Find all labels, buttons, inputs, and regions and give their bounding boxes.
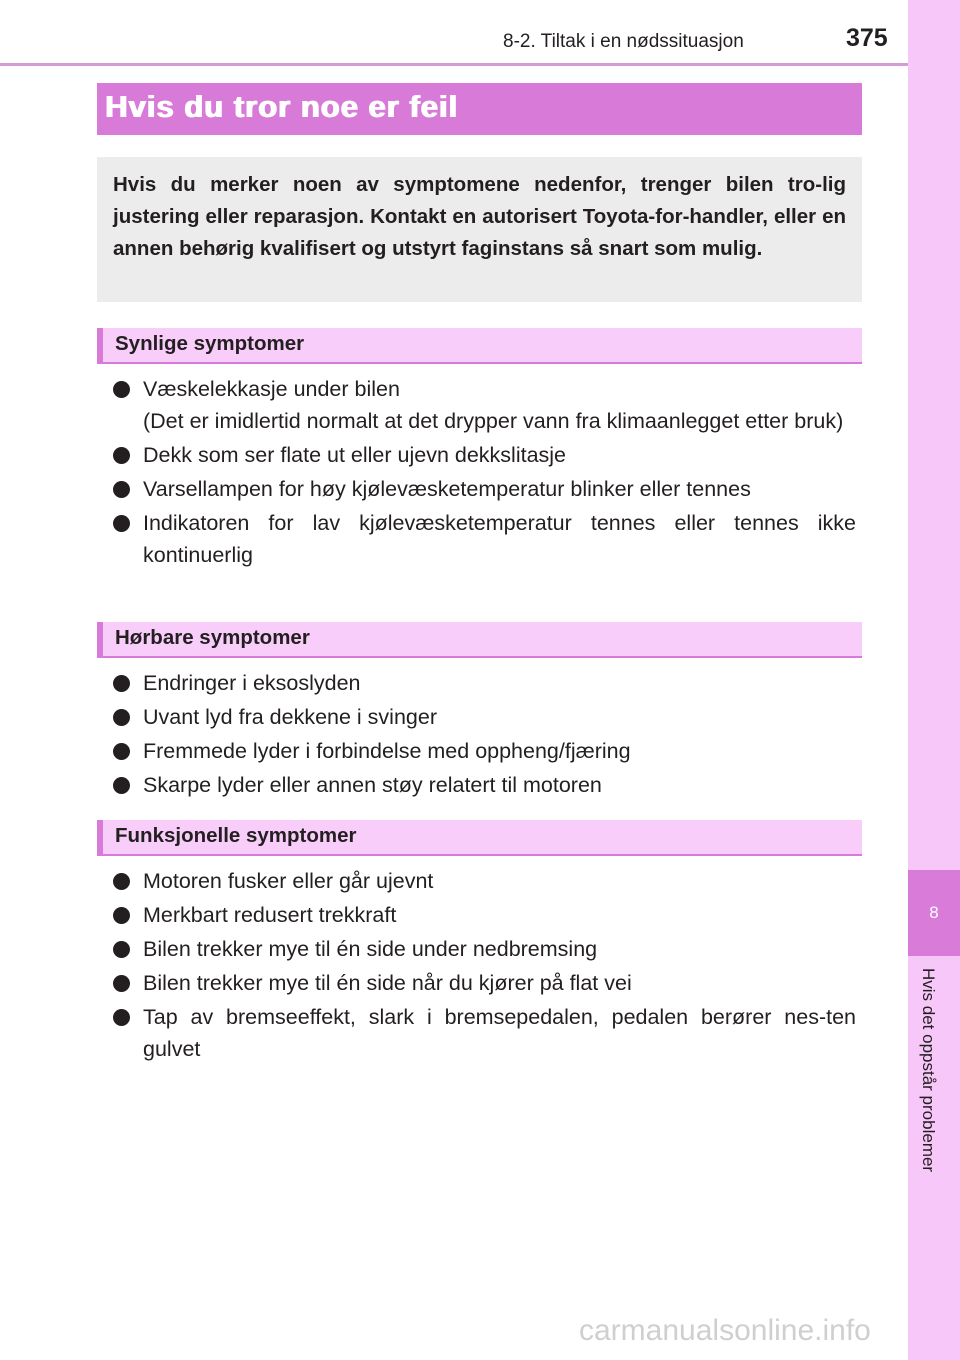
section-heading-label: Hørbare symptomer xyxy=(115,626,310,649)
list-item-note: (Det er imidlertid normalt at det drypper vann fra klimaanlegget etter bruk) xyxy=(143,409,844,433)
list-item xyxy=(113,933,856,965)
bullet-icon xyxy=(113,777,130,794)
list-item-text: Varsellampen for høy kjølevæsketemperatur blinker eller tennes xyxy=(143,477,751,501)
list-item-text: Skarpe lyder eller annen støy relatert til motoren xyxy=(143,773,602,797)
bullet-icon xyxy=(113,975,130,992)
bullet-icon xyxy=(113,675,130,692)
list-item xyxy=(113,967,856,999)
list-item xyxy=(113,507,856,571)
list-item xyxy=(113,439,856,471)
symptom-list-audible xyxy=(113,667,856,803)
bullet-icon xyxy=(113,481,130,498)
symptom-list-functional xyxy=(113,865,856,1067)
section-heading-visible xyxy=(97,328,862,364)
bullet-icon xyxy=(113,709,130,726)
section-heading-functional xyxy=(97,820,862,856)
list-item xyxy=(113,667,856,699)
list-item-text: Fremmede lyder i forbindelse med oppheng/fjæring xyxy=(143,739,631,763)
intro-text: Hvis du merker noen av symptomene nedenfor, trenger bilen tro-lig justering eller reparasjon. Kontakt en autorisert Toyota-for-handler, eller en annen behørig kvalifisert og utstyrt faginstans så snart som mulig. xyxy=(113,173,846,260)
list-item-text: Bilen trekker mye til én side når du kjører på flat vei xyxy=(143,971,632,995)
watermark: carmanualsonline.info xyxy=(579,1314,871,1347)
list-item-text: Tap av bremseeffekt, slark i bremsepedalen, pedalen berører nes-ten gulvet xyxy=(143,1005,856,1061)
page-title: Hvis du tror noe er feil xyxy=(105,89,459,124)
bullet-icon xyxy=(113,1009,130,1026)
bullet-icon xyxy=(113,381,130,398)
list-item xyxy=(113,899,856,931)
list-item xyxy=(113,735,856,767)
list-item xyxy=(113,701,856,733)
section-heading-label: Funksjonelle symptomer xyxy=(115,824,357,847)
list-item-text: Bilen trekker mye til én side under nedbremsing xyxy=(143,937,598,961)
section-heading-audible xyxy=(97,622,862,658)
symptom-list-visible xyxy=(113,373,856,573)
list-item-text: Dekk som ser flate ut eller ujevn dekkslitasje xyxy=(143,443,567,467)
bullet-icon xyxy=(113,873,130,890)
list-item xyxy=(113,1001,856,1065)
bullet-icon xyxy=(113,447,130,464)
list-item xyxy=(113,865,856,897)
header-section-title: 8-2. Tiltak i en nødssituasjon xyxy=(503,31,744,52)
list-item xyxy=(113,373,856,437)
chapter-number: 8 xyxy=(929,903,939,922)
intro-box xyxy=(97,157,862,302)
bullet-icon xyxy=(113,941,130,958)
list-item xyxy=(113,473,856,505)
list-item xyxy=(113,769,856,801)
list-item-text: Væskelekkasje under bilen xyxy=(143,377,400,401)
bullet-icon xyxy=(113,907,130,924)
chapter-tab[interactable] xyxy=(908,870,960,956)
page-number: 375 xyxy=(846,24,888,52)
list-item-text: Indikatoren for lav kjølevæsketemperatur tennes eller tennes ikke kontinuerlig xyxy=(143,511,856,567)
bullet-icon xyxy=(113,743,130,760)
list-item-text: Motoren fusker eller går ujevnt xyxy=(143,869,434,893)
chapter-title: Hvis det oppstår problemer xyxy=(919,968,938,1173)
bullet-icon xyxy=(113,515,130,532)
list-item-text: Endringer i eksoslyden xyxy=(143,671,361,695)
list-item-text: Merkbart redusert trekkraft xyxy=(143,903,397,927)
page-title-bar xyxy=(97,83,862,135)
list-item-text: Uvant lyd fra dekkene i svinger xyxy=(143,705,437,729)
section-heading-label: Synlige symptomer xyxy=(115,332,305,355)
header-divider xyxy=(0,63,908,66)
